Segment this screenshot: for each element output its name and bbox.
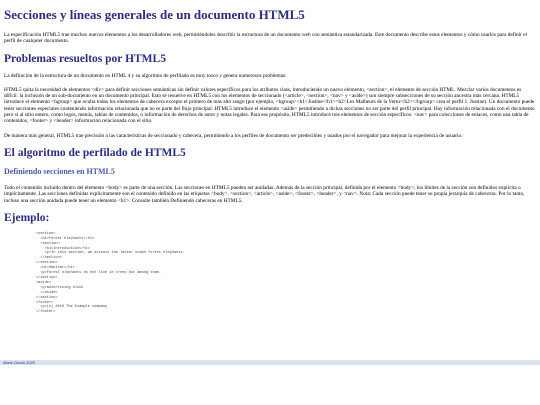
section-heading-example: Ejemplo: [4, 211, 50, 224]
problems-paragraph-1: La definición de la estructura de un documento en HTML 4 y su algoritmo de perfilado es muy tosco y genera numerosos problemas: [4, 72, 287, 79]
section-heading-algorithm: El algoritmo de perfilado de HTML5 [4, 146, 186, 159]
algorithm-paragraph: Todo el contenido incluido dentro del elemento <body> es parte de una sección. Las secciones en HTML5 pueden ser anidadas. Además de la sección principal, definida por el elemento <body>, los límites de la sección son definidos explícita o implícitamente. Las secciones definidas explícitamente son el contenido definido en las etiquetas <body>, <section>, <article>, <aside>, <footer>, <header>, y <nav>. Nota: Cada sección puede tener su propia jerarquía de cabeceras. Por lo tanto, incluso una sección anidada puede tener un elemento <h1>. Consulte también Definiendo cabeceras en HTML5. [4, 184, 525, 204]
section-heading-problems: Problemas resueltos por HTML5 [4, 52, 166, 65]
problems-paragraph-3: De manera más general, HTML5 trae precisión a las características de seccionado y cabecera, permitiendo a los perfiles de documento ser predecibles y usados por el navegador para mejorar la experiencia de usuario. [4, 132, 463, 139]
example-code-block: <section> <h1>Forest elephants</h1> <section> <h1>Introduction</h1> <p>In this section, we discuss the lesser known forest elephants. </section> </section> <h1>Habitat</h1> <p>Forest elephants do not live in trees but among them. </section> <aside> <p>advertising block </aside> </section> <footer> <p>(c) 2010 The Example company </footer> [36, 231, 185, 315]
footer-bar [0, 360, 540, 365]
footer-author: Mario Durán 2020 [3, 360, 36, 365]
page-title: Secciones y líneas generales de un documento HTML5 [4, 7, 305, 22]
intro-paragraph: La especificación HTML5 trae muchos nuevos elementos a los desarrolladores web, permitiéndoles describir la estructura de un documento web con semántica estandarizada. Este documento describe estos elementos y cómo usarlos para definir el perfil de cualquier documento. [4, 32, 528, 45]
problems-paragraph-2: HTML5 quita la necesidad de elementos <div> para definir secciones semánticas sin definir valores específicos para los atributos class, introduciendo un nuevo elemento, <section>, el elemento de sección HTML. Mezclar varios documentos es difícil: la inclusión de un sub-documento en un documento principal. Esto se resuelve en HTML5 con los elementos de seccionado (<article>, <section>, <nav> y <aside>) son siempre subsecciones de su sección ancestra más cercana. HTML5 introduce el elemento <hgroup> que oculta todos los elementos de cabecera excepto el primero de más alto rango (por ejemplo, <hgroup><h1>Justine</h1><h2>Les Malheurs de la Vertu</h2></hgroup> crea el perfil 1. Justine). Un documento puede tener secciones especiales conteniendo información relacionada que no es parte del flujo principal. HTML5 introduce el elemento <aside> permitiendo a dichas secciones no ser parte del perfil principal. Hay información relacionada con el documento pero si al sitio entero, como logos, menús, tablas de contenidos, o información de derechos de autor y notas legales. Para ese propósito, HTML5 introduce tres elementos de sección específicos: <nav> para colecciones de enlaces, como una tabla de contenidos, <footer> y <header> información relacionada con el sitio. [4, 86, 535, 125]
subheading-defining-sections: Definiendo secciones en HTML5 [4, 166, 115, 176]
